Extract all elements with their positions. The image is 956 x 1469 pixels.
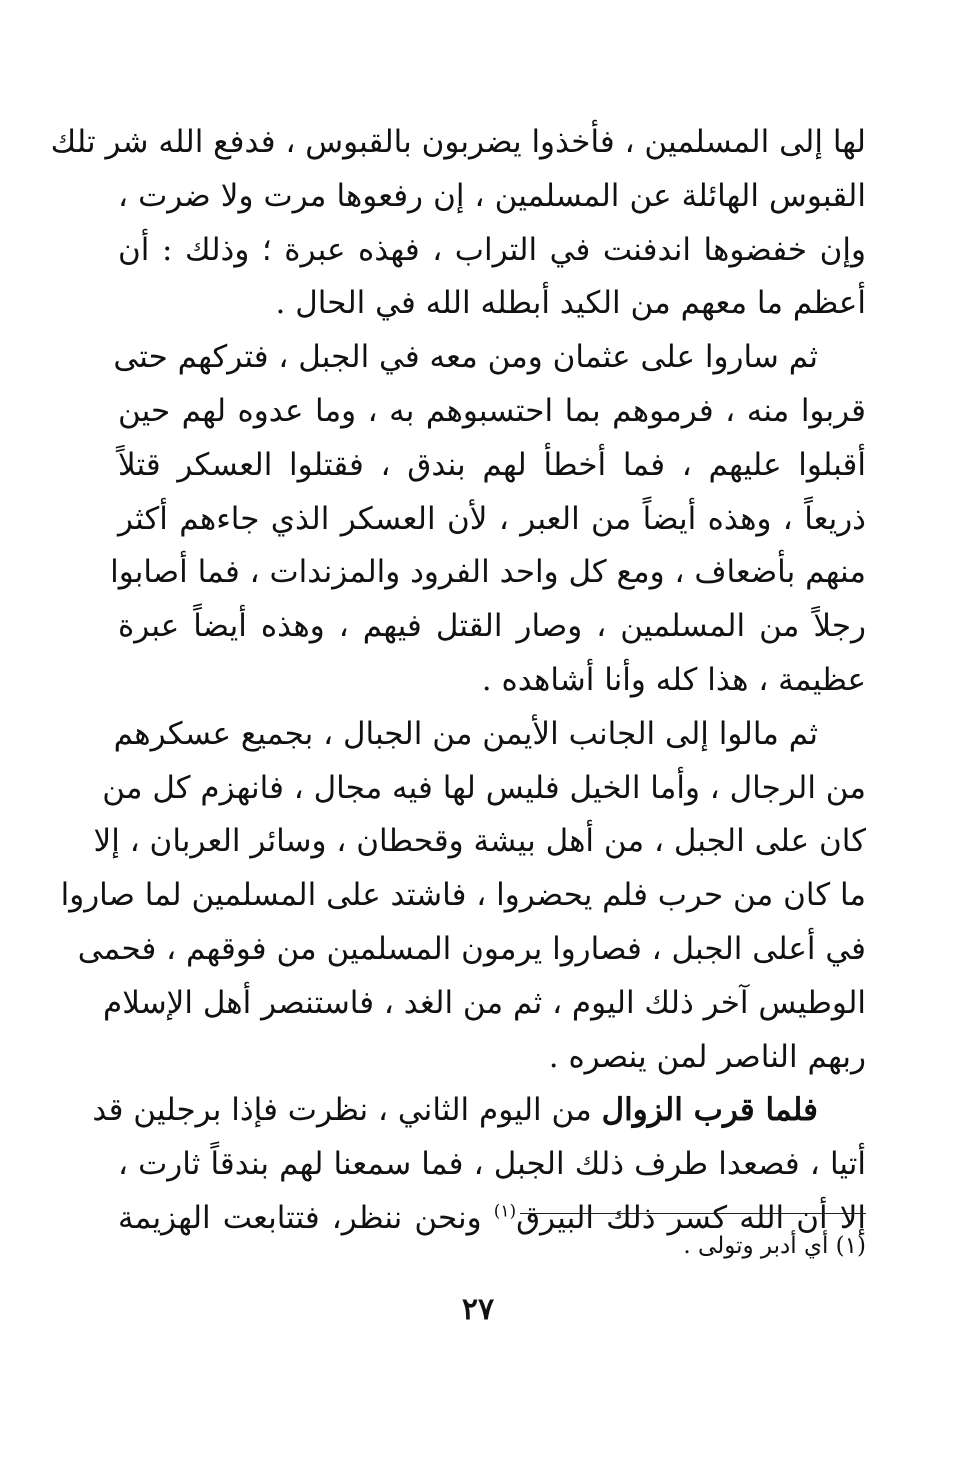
main-text bbox=[50, 116, 866, 1246]
text-line: قربوا منه ، فرموهم بما احتسبوهم به ، وما عدوه لهم حين bbox=[118, 392, 866, 429]
text-line: من الرجال ، وأما الخيل فليس لها فيه مجال ، فانهزم كل من bbox=[102, 769, 866, 806]
text-run: من اليوم الثاني ، نظرت فإذا برجلين قد bbox=[92, 1092, 592, 1129]
text-line: وإن خفضوها اندفنت في التراب ، فهذه عبرة ؛ وذلك : أن bbox=[118, 231, 866, 268]
text-line: أقبلوا عليهم ، فما أخطأ لهم بندق ، فقتلوا العسكر قتلاً bbox=[118, 446, 866, 483]
text-line: الوطيس آخر ذلك اليوم ، ثم من الغد ، فاستنصر أهل الإسلام bbox=[103, 984, 866, 1021]
footnote-marker: (١) bbox=[835, 1233, 866, 1259]
paragraph-start-line: ثم ساروا على عثمان ومن معه في الجبل ، فتركهم حتى bbox=[113, 339, 818, 376]
footnote-reference[interactable]: (١) bbox=[493, 1201, 517, 1222]
paragraph-start-line bbox=[92, 1084, 866, 1138]
text-run: إلا أن الله كسر ذلك البيرق bbox=[516, 1199, 866, 1236]
page-number: ٢٧ bbox=[461, 1292, 495, 1327]
text-line: أعظم ما معهم من الكيد أبطله الله في الحال . bbox=[275, 285, 866, 322]
text-run: ونحن ننظر، فتتابعت الهزيمة bbox=[118, 1199, 482, 1236]
text-line: أتيا ، فصعدا طرف ذلك الجبل ، فما سمعنا لهم بندقاً ثارت ، bbox=[118, 1146, 866, 1183]
text-line: ربهم الناصر لمن ينصره . bbox=[548, 1038, 866, 1075]
text-line: كان على الجبل ، من أهل بيشة وقحطان ، وسائر العربان ، إلا bbox=[93, 823, 866, 860]
text-line: ذريعاً ، وهذه أيضاً من العبر ، لأن العسكر الذي جاءهم أكثر bbox=[118, 500, 866, 537]
paragraph-start-line: ثم مالوا إلى الجانب الأيمن من الجبال ، بجميع عسكرهم bbox=[113, 715, 818, 752]
text-line: القبوس الهائلة عن المسلمين ، إن رفعوها مرت ولا ضرت ، bbox=[118, 177, 866, 214]
text-line: عظيمة ، هذا كله وأنا أشاهده . bbox=[481, 661, 866, 698]
text-line: في أعلى الجبل ، فصاروا يرمون المسلمين من فوقهم ، فحمى bbox=[77, 930, 866, 967]
footnote-separator bbox=[520, 1213, 866, 1214]
footnote-text: أي أدبر وتولى . bbox=[683, 1233, 829, 1259]
text-line: رجلاً من المسلمين ، وصار القتل فيهم ، وهذه أيضاً عبرة bbox=[118, 608, 866, 645]
bold-phrase: فلما قرب الزوال bbox=[601, 1092, 818, 1129]
text-line: منهم بأضعاف ، ومع كل واحد الفرود والمزندات ، فما أصابوا bbox=[110, 554, 866, 591]
footnote bbox=[118, 1226, 866, 1266]
text-line: لها إلى المسلمين ، فأخذوا يضربون بالقبوس ، فدفع الله شر تلك bbox=[50, 124, 866, 160]
text-line: ما كان من حرب فلم يحضروا ، فاشتد على المسلمين لما صاروا bbox=[60, 877, 866, 914]
